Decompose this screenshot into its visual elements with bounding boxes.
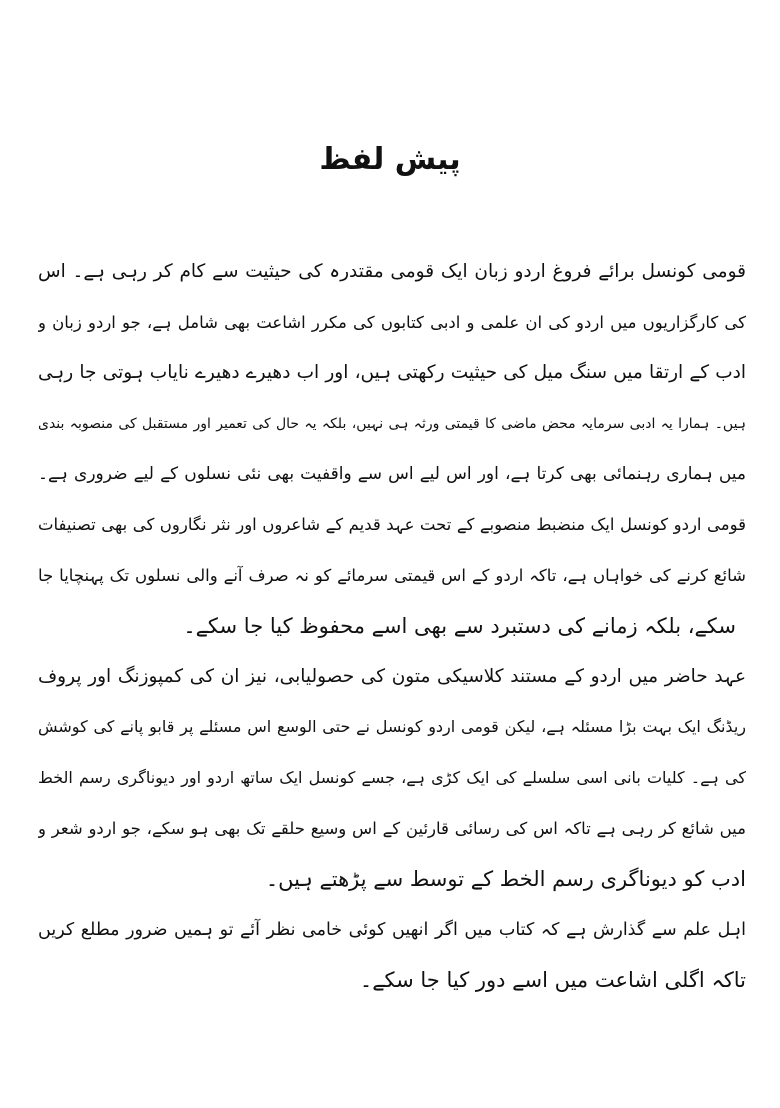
- text-line: کی کارگزاریوں میں اردو کی ان علمی و ادبی کتابوں کی مکرر اشاعت بھی شامل ہے، جو اردو زبان و: [38, 312, 746, 332]
- text-line: میں شائع کر رہی ہے تاکہ اس کی رسائی قارئین کے اس وسیع حلقے تک بھی ہو سکے، جو اردو شعر و: [38, 818, 746, 838]
- text-line: تاکہ اگلی اشاعت میں اسے دور کیا جا سکے۔: [359, 968, 746, 993]
- text-line: قومی اردو کونسل ایک منضبط منصوبے کے تحت عہد قدیم کے شاعروں اور نثر نگاروں کی بھی تصنیفات: [38, 514, 746, 534]
- text-line: عہد حاضر میں اردو کے مستند کلاسیکی متون کی حصولیابی، نیز ان کی کمپوزنگ اور پروف: [38, 665, 746, 687]
- body-text: [38, 247, 746, 1006]
- text-line: کی ہے۔ کلیات بانی اسی سلسلے کی ایک کڑی ہے، جسے کونسل ایک ساتھ اردو اور دیوناگری رسم الخط: [38, 767, 746, 787]
- text-line: ہیں۔ ہمارا یہ ادبی سرمایہ محض ماضی کا قیمتی ورثہ ہی نہیں، بلکہ یہ حال کی تعمیر اور مستقبل کی منصوبہ بندی: [38, 415, 746, 432]
- page-title: پیش لفظ: [319, 142, 461, 177]
- text-line: اہل علم سے گذارش ہے کہ کتاب میں اگر انھیں کوئی خامی نظر آئے تو ہمیں ضرور مطلع کریں: [38, 919, 746, 940]
- text-line: قومی کونسل برائے فروغ اردو زبان ایک قومی مقتدرہ کی حیثیت سے کام کر رہی ہے۔ اس: [38, 261, 746, 282]
- text-line: میں ہماری رہنمائی بھی کرتا ہے، اور اس لیے اس سے واقفیت بھی نئی نسلوں کے لیے ضروری ہے۔: [38, 464, 746, 485]
- text-line: سکے، بلکہ زمانے کی دستبرد سے بھی اسے محفوظ کیا جا سکے۔: [183, 614, 736, 639]
- text-line: ریڈنگ ایک بہت بڑا مسئلہ ہے، لیکن قومی اردو کونسل نے حتی الوسع اس مسئلے پر قابو پانے کی کوشش: [38, 717, 746, 737]
- text-line: ادب کے ارتقا میں سنگ میل کی حیثیت رکھتی ہیں، اور اب دھیرے دھیرے نایاب ہوتی جا رہی: [38, 362, 746, 384]
- text-line: شائع کرنے کی خواہاں ہے، تاکہ اردو کے اس قیمتی سرمائے کو نہ صرف آنے والی نسلوں تک پہنچایا جا: [38, 565, 746, 585]
- text-line: ادب کو دیوناگری رسم الخط کے توسط سے پڑھتے ہیں۔: [265, 867, 746, 892]
